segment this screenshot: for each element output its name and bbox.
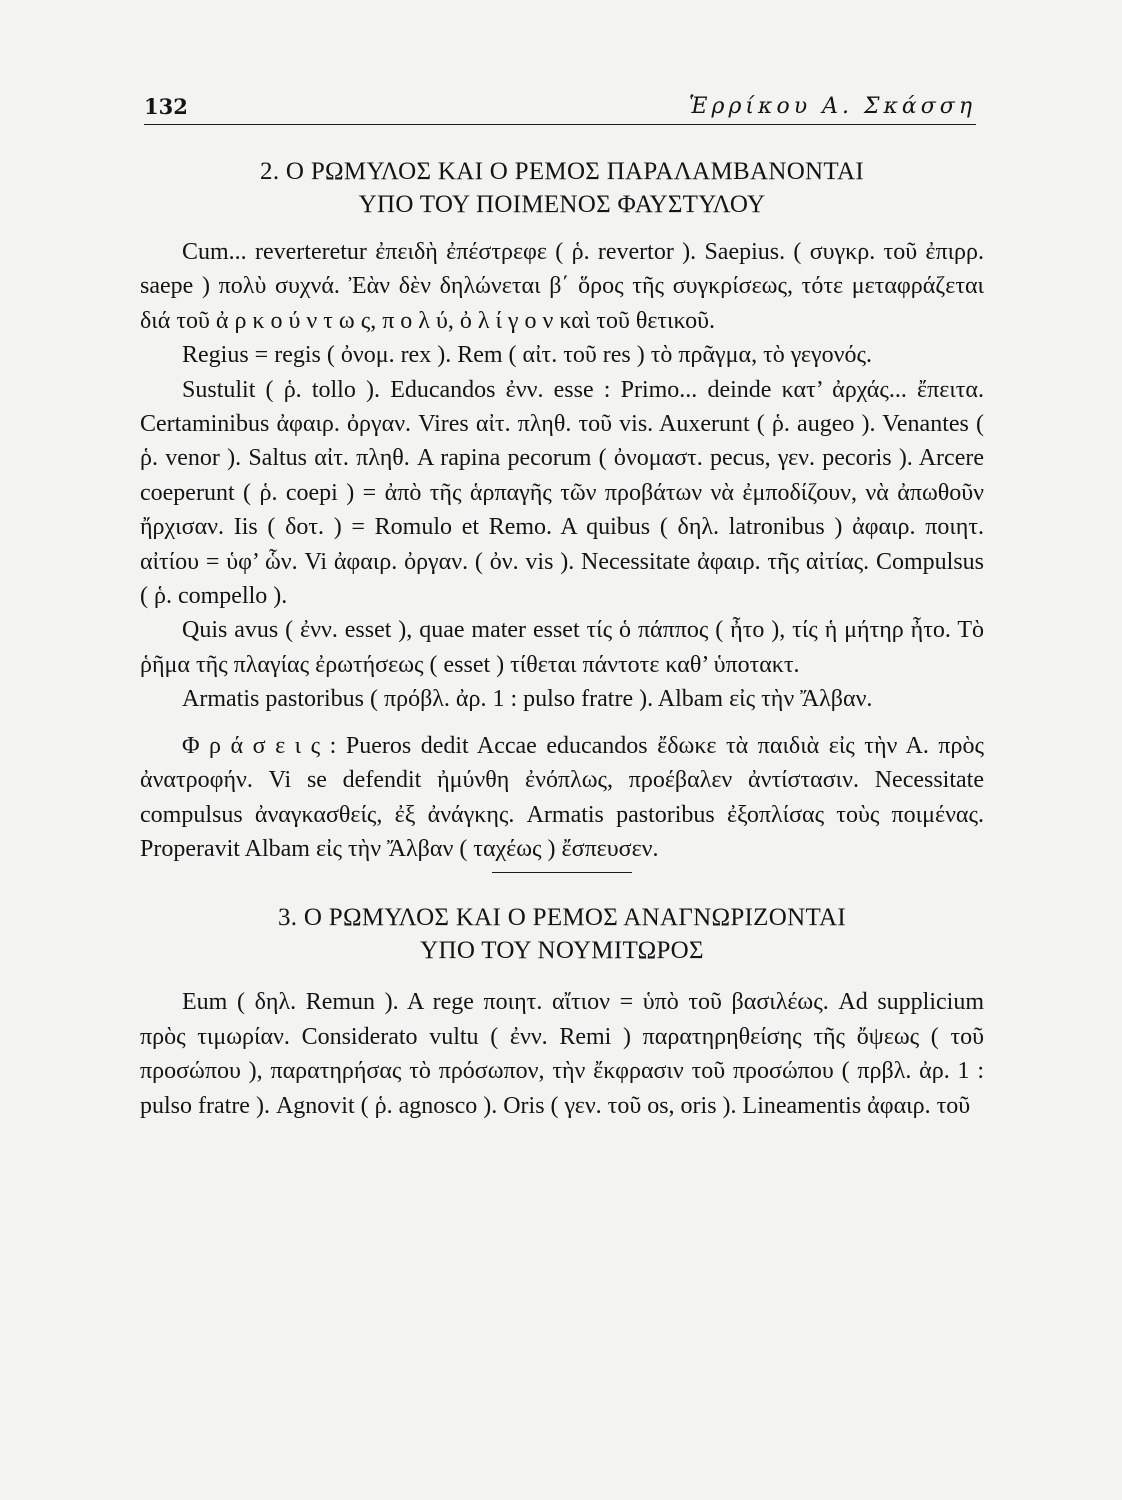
section-2-title-line-2: ΥΠΟ ΤΟΥ ΠΟΙΜΕΝΟΣ ΦΑΥΣΤΥΛΟΥ: [358, 191, 766, 218]
section-3-title-line-1: 3. Ο ΡΩΜΥΛΟΣ ΚΑΙ Ο ΡΕΜΟΣ ΑΝΑΓΝΩΡΙΖΟΝΤΑΙ: [278, 904, 846, 932]
page-number: 132: [144, 94, 188, 119]
page-header: [144, 94, 976, 124]
section-separator: [492, 872, 632, 873]
header-rule: [144, 124, 976, 125]
running-head: Ἑρρίκου Α. Σκάσση: [689, 94, 976, 119]
paragraph: Armatis pastoribus ( πρόβλ. ἀρ. 1 : pulso fratre ). Albam εἰς τὴν Ἄλβαν.: [182, 686, 873, 713]
phrases-paragraph: Φ ρ ά σ ε ι ς : Pueros dedit Accae educandos ἔδωκε τὰ παιδιὰ εἰς τὴν Α. πρὸς ἀνατροφήν. Vi se defendit ἠμύνθη ἐνόπλως, προέβαλεν ἀντίστασιν. Necessitate compulsus ἀναγκασθείς, ἐξ ἀνάγκης. Armatis pastoribus ἐξοπλίσας τοὺς ποιμένας. Properavit Albam εἰς τὴν Ἄλβαν ( ταχέως ) ἔσπευσεν.: [140, 732, 984, 862]
section-3-heading: [140, 901, 984, 967]
paragraph: Quis avus ( ἐνν. esset ), quae mater esset τίς ὁ πάππος ( ἦτο ), τίς ἡ μήτηρ ἦτο. Τὸ ῥῆμα τῆς πλαγίας ἐρωτήσεως ( esset ) τίθεται πάντοτε καθ’ ὑποτακτ.: [140, 617, 984, 678]
section-2-title-line-1: 2. Ο ΡΩΜΥΛΟΣ ΚΑΙ Ο ΡΕΜΟΣ ΠΑΡΑΛΑΜΒΑΝΟΝΤΑΙ: [260, 158, 864, 185]
section-3-title-line-2: ΥΠΟ ΤΟΥ ΝΟΥΜΙΤΩΡΟΣ: [420, 937, 704, 965]
page-body: [140, 155, 984, 1123]
paragraph: Cum... reverteretur ἐπειδὴ ἐπέστρεφε ( ῥ. revertor ). Saepius. ( συγκρ. τοῦ ἐπιρρ. saepe ) πολὺ συχνά. Ἐὰν δὲν δηλώνεται β΄ ὅρος τῆς συγκρίσεως, τότε μεταφράζεται διά τοῦ ἀ ρ κ ο ύ ν τ ω ς, π ο λ ύ, ὀ λ ί γ ο ν καὶ τοῦ θετικοῦ.: [140, 239, 984, 334]
paragraph: Regius = regis ( ὀνομ. rex ). Rem ( αἰτ. τοῦ res ) τὸ πρᾶγμα, τὸ γεγονός.: [182, 342, 872, 369]
paragraph: Eum ( δηλ. Remun ). A rege ποιητ. αἴτιον = ὑπὸ τοῦ βασιλέως. Ad supplicium πρὸς τιμωρίαν. Considerato vultu ( ἐνν. Remi ) παρατηρηθείσης τῆς ὄψεως ( τοῦ προσώπου ), παρατηρήσας τὸ πρόσωπον, τὴν ἔκφρασιν τοῦ προσώπου ( πρβλ. ἀρ. 1 : pulso fratre ). Agnovit ( ῥ. agnosco ). Oris ( γεν. τοῦ os, oris ). Lineamentis ἀφαιρ. τοῦ: [140, 989, 985, 1119]
section-2-heading: [140, 155, 984, 221]
paragraph: Sustulit ( ῥ. tollo ). Educandos ἐνν. esse : Primo... deinde κατ’ ἀρχάς... ἔπειτα. Certaminibus ἀφαιρ. ὀργαν. Vires αἰτ. πληθ. τοῦ vis. Auxerunt ( ῥ. augeo ). Venantes ( ῥ. venor ). Saltus αἰτ. πληθ. A rapina pecorum ( ὀνομαστ. pecus, γεν. pecoris ). Arcere coeperunt ( ῥ. coepi ) = ἀπὸ τῆς ἁρπαγῆς τῶν προβάτων νὰ ἐμποδίζουν, νὰ ἀπωθοῦν ἤρχισαν. Iis ( δοτ. ) = Romulo et Remo. A quibus ( δηλ. latronibus ) ἀφαιρ. ποιητ. αἰτίου = ὑφ’ ὧν. Vi ἀφαιρ. ὀργαν. ( ὀν. vis ). Necessitate ἀφαιρ. τῆς αἰτίας. Compulsus ( ῥ. compello ).: [140, 376, 984, 610]
